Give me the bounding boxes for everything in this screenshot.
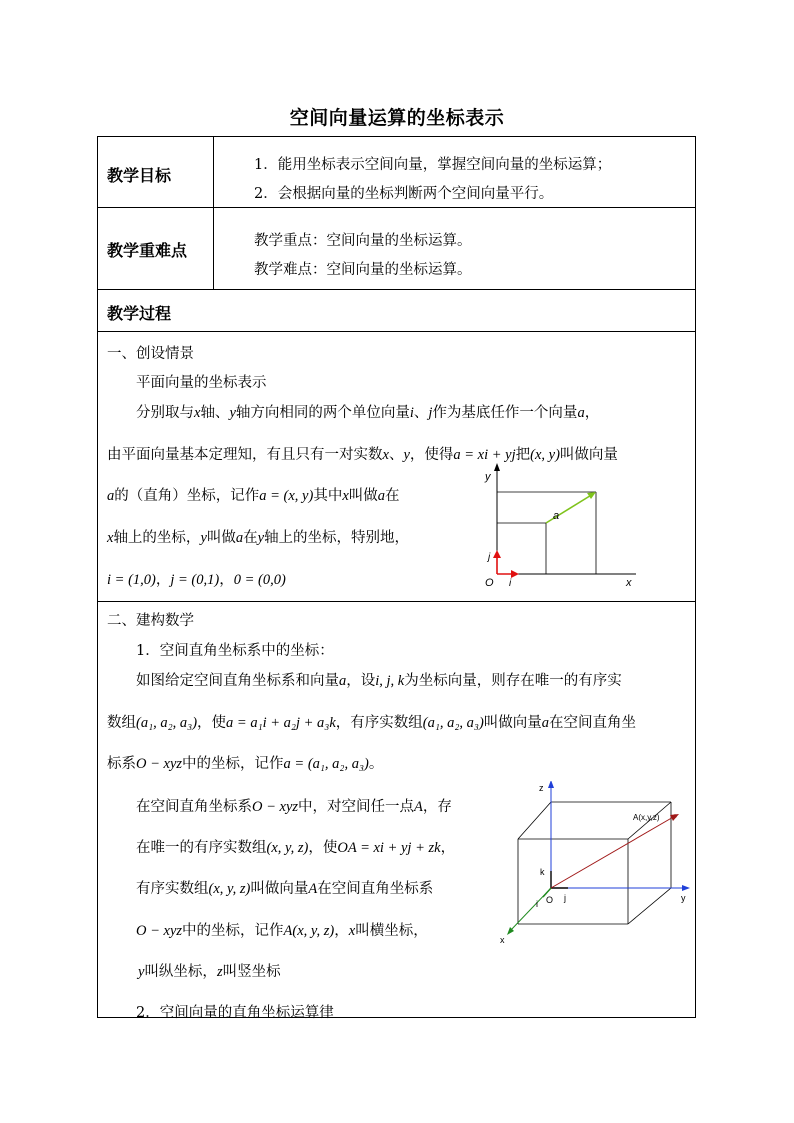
row-divider: [98, 207, 695, 208]
paragraph-line: 分别取与x轴、y轴方向相同的两个单位向量i、j作为基底任作一个向量a，: [136, 405, 600, 421]
key-point-focus: 教学重点：空间向量的坐标运算。: [254, 233, 472, 249]
row-divider: [98, 331, 695, 332]
process-label: 教学过程: [107, 304, 172, 323]
vector-a-arrow: [587, 492, 596, 499]
column-divider: [213, 137, 214, 289]
z-label: z: [539, 783, 544, 793]
section-heading: 一、创设情景: [107, 346, 194, 362]
section-heading: 二、建构数学: [107, 613, 194, 629]
section-divider: [98, 601, 695, 602]
y-label: y: [681, 893, 686, 903]
point-A: [673, 814, 677, 818]
vector-OA: [551, 816, 675, 888]
y-label: y: [485, 471, 491, 483]
i-label: i: [536, 899, 538, 909]
paragraph-line: x轴上的坐标，y叫做a在y轴上的坐标，特别地，: [107, 530, 410, 546]
unit-vector-j-arrow: [493, 550, 501, 558]
z-axis-arrow: [548, 781, 554, 788]
box-edge: [518, 802, 551, 839]
paragraph-line: 有序实数组(x, y, z)叫做向量A在空间直角坐标系: [136, 881, 434, 897]
subheading: 平面向量的坐标表示: [136, 375, 267, 391]
key-point-difficulty: 教学难点：空间向量的坐标运算。: [254, 262, 472, 278]
k-label: k: [540, 867, 545, 877]
space-coordinate-figure: [498, 781, 694, 945]
paragraph-line: a的（直角）坐标，记作a = (x, y)其中x叫做a在: [107, 488, 400, 504]
point-A-label: A(x,y,z): [633, 813, 660, 822]
paragraph-line: 数组(a₁, a₂, a₃)，使a = a₁i + a₂j + a₃k，有序实数组(a₁, a₂, a₃)叫做向量a在空间直角坐: [107, 715, 637, 731]
paragraph-line: 标系O − xyz中的坐标，记作a = (a₁, a₂, a₃)。: [107, 756, 384, 772]
j-label: j: [564, 893, 566, 903]
x-label: x: [626, 577, 632, 587]
row-divider: [98, 289, 695, 290]
page-title: 空间向量运算的坐标表示: [289, 107, 505, 129]
lesson-table: [97, 136, 696, 1021]
objective-item-2: 2．会根据向量的坐标判断两个空间向量平行。: [254, 186, 554, 202]
x-label: x: [500, 935, 505, 945]
origin-label: O: [546, 895, 554, 905]
paragraph-line: O − xyz中的坐标，记作A(x, y, z)，x叫横坐标，: [136, 923, 428, 939]
objective-item-1: 1．能用坐标表示空间向量，掌握空间向量的坐标运算；: [254, 157, 612, 173]
paragraph-line: 如图给定空间直角坐标系和向量a，设i, j, k为坐标向量，则存在唯一的有序实: [136, 673, 622, 689]
paragraph-line: 在唯一的有序实数组(x, y, z)，使OA = xi + yj + zk，: [136, 840, 456, 856]
vector-a-label: a: [553, 510, 560, 522]
origin-label: O: [485, 577, 494, 587]
unit-vector-i-arrow: [511, 570, 519, 578]
paragraph-line: y叫纵坐标，z叫竖坐标: [138, 964, 281, 980]
j-label: j: [488, 552, 491, 563]
i-label: i: [509, 578, 512, 587]
list-item: 1．空间直角坐标系中的坐标：: [136, 643, 334, 659]
y-axis-arrow: [494, 463, 500, 471]
list-item: 2．空间向量的直角坐标运算律: [136, 1005, 334, 1021]
paragraph-line: 由平面向量基本定理知，有且只有一对实数x、y，使得a = xi + yj把(x, y)叫做向量: [107, 447, 618, 463]
objectives-label: 教学目标: [107, 166, 172, 185]
key-points-label: 教学重难点: [107, 241, 188, 260]
box-edge: [628, 888, 671, 924]
y-axis-arrow: [682, 885, 690, 891]
paragraph-line: i = (1,0)，j = (0,1)，0 = (0,0): [107, 572, 286, 588]
paragraph-line: 在空间直角坐标系O − xyz中，对空间任一点A，存: [136, 799, 452, 815]
plane-vector-figure: [476, 459, 646, 587]
